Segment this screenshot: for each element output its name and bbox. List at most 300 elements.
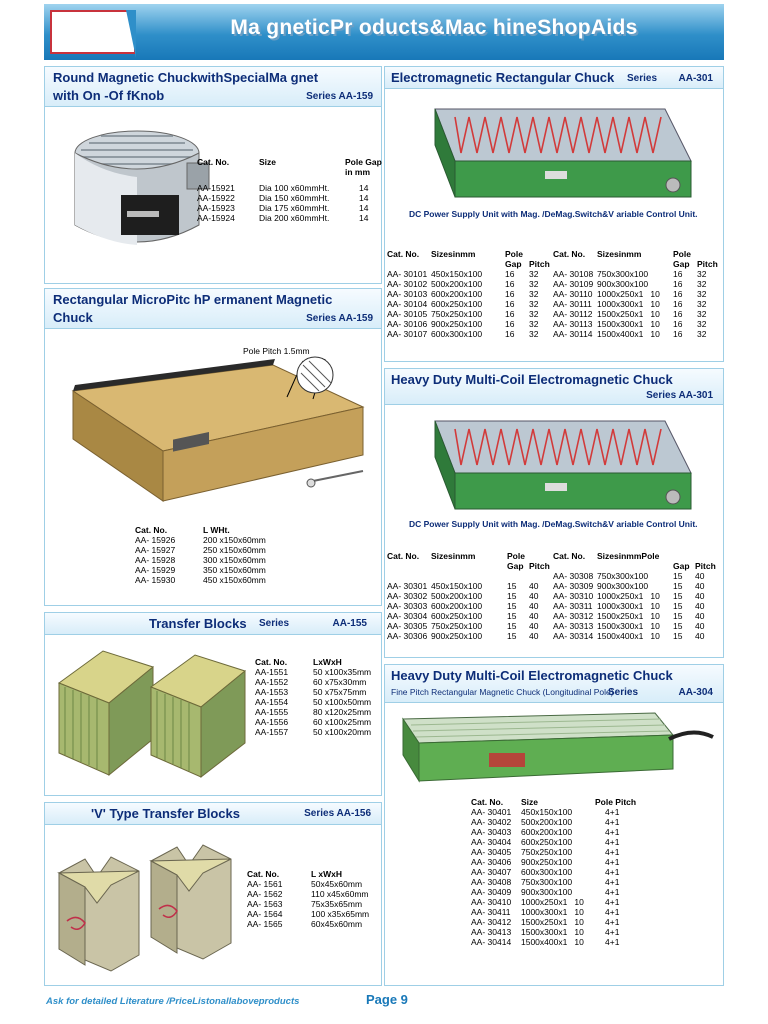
table-row [471, 937, 636, 947]
cell: 4+1 [605, 897, 620, 907]
table-row [387, 581, 550, 591]
cell: 50 x100x50mm [313, 697, 372, 707]
header-pole-gap: Pole Gap [507, 551, 525, 571]
page-title: Ma gneticPr oducts&Mac hineShopAids [230, 16, 638, 39]
em-rect-title-bar [385, 67, 723, 89]
header-cat-no: Cat. No. [387, 551, 420, 561]
cell: AA- 30102 [387, 279, 428, 289]
heavy-304-title: Heavy Duty Multi-Coil Electromagnetic Chuck [391, 668, 673, 683]
header-pole-gap: Pole Gap in mm [345, 157, 382, 177]
cell: 32 [697, 299, 707, 309]
em-rect-series: AA-301 [678, 73, 713, 84]
cell: 600x300x100 [521, 867, 573, 877]
transfer-blocks-image [53, 643, 253, 783]
header-dimensions: LxWxH [313, 657, 342, 667]
table-row [197, 193, 385, 203]
cell: 4+1 [605, 907, 620, 917]
cell: Dia 175 x60mmHt. [259, 203, 330, 213]
cell: 450x150x100 [521, 807, 573, 817]
cell: 32 [529, 279, 539, 289]
table-row [135, 555, 266, 565]
heavy-301-panel [384, 368, 724, 658]
table-row [471, 847, 636, 857]
cell: 600x300x100 [431, 329, 483, 339]
cell: 32 [529, 309, 539, 319]
cell: 750x250x100 [431, 309, 483, 319]
header-size: Sizesinmm [431, 249, 476, 259]
cell: 4+1 [605, 857, 620, 867]
transfer-blocks-table [255, 657, 371, 737]
header-cat-no: Cat. No. [553, 551, 586, 561]
table-row [471, 897, 636, 907]
cell: AA- 30113 [553, 319, 593, 329]
em-rect-subtitle: DC Power Supply Unit with Mag. /DeMag.Switch&V ariable Control Unit. [409, 209, 698, 219]
cell: AA- 30301 [387, 581, 428, 591]
cell: AA- 30304 [387, 611, 428, 621]
cell: AA- 30111 [553, 299, 592, 309]
table-row [255, 667, 371, 677]
cell: 900x250x100 [431, 319, 483, 329]
cell: 32 [697, 309, 707, 319]
cell: 16 [505, 329, 515, 339]
table-row [387, 269, 550, 279]
heavy-304-table [471, 797, 636, 947]
cell: 15 [507, 601, 517, 611]
micropitch-title-line2: Chuck [53, 310, 93, 325]
cell: AA- 30303 [387, 601, 428, 611]
cell: AA- 30302 [387, 591, 428, 601]
v-blocks-panel [44, 802, 382, 986]
cell: 16 [673, 299, 683, 309]
cell: 250 x150x60mm [203, 545, 266, 555]
table-row [471, 887, 636, 897]
cell: AA- 30403 [471, 827, 512, 837]
table-row [387, 289, 550, 299]
cell: 100 x35x65mm [311, 909, 370, 919]
cell: AA- 15926 [135, 535, 176, 545]
cell: 32 [697, 279, 707, 289]
table-row [387, 329, 550, 339]
heavy-301-table-right [553, 551, 716, 641]
cell: 200 x150x60mm [203, 535, 266, 545]
footer-literature-note: Ask for detailed Literature /PriceListonallaboveproducts [46, 996, 300, 1007]
cell: 750x250x100 [431, 621, 483, 631]
table-row [387, 631, 550, 641]
em-rect-table-right [553, 249, 718, 339]
header-cat-no: Cat. No. [197, 157, 230, 167]
cell: 15 [673, 631, 683, 641]
cell: AA- 30412 [471, 917, 512, 927]
table-row [471, 917, 636, 927]
cell: 50 x100x35mm [313, 667, 372, 677]
pole-pitch-callout: Pole Pitch 1.5mm [243, 346, 310, 356]
cell: AA- 30308 [553, 571, 594, 581]
cell: 450 x150x60mm [203, 575, 266, 585]
cell: Dia 150 x60mmHt. [259, 193, 330, 203]
header-size: Sizesinmm [597, 249, 642, 259]
cell: 32 [697, 319, 707, 329]
cell: AA- 30104 [387, 299, 428, 309]
cell: 4+1 [605, 927, 620, 937]
cell: 750x300x100 [597, 269, 649, 279]
em-rect-panel [384, 66, 724, 362]
cell: AA- 1564 [247, 909, 283, 919]
cell: 40 [695, 621, 705, 631]
header-cat-no: Cat. No. [553, 249, 586, 259]
header-dimensions: L xWxH [311, 869, 343, 879]
cell: 900x250x100 [431, 631, 483, 641]
header-pole-gap: Pole Gap [673, 249, 691, 269]
table-row [553, 319, 718, 329]
v-blocks-image [55, 837, 245, 977]
cell: 4+1 [605, 817, 620, 827]
cell: AA- 30312 [553, 611, 594, 621]
cell: 14 [359, 183, 369, 193]
table-row [247, 919, 369, 929]
cell: AA-15921 [197, 183, 235, 193]
cell: 60 x75x30mm [313, 677, 367, 687]
table-row [247, 909, 369, 919]
heavy-301-subtitle: DC Power Supply Unit with Mag. /DeMag.Switch&V ariable Control Unit. [409, 519, 698, 529]
cell: 16 [505, 289, 515, 299]
table-row [197, 183, 385, 193]
cell: AA- 30406 [471, 857, 512, 867]
cell: AA- 30402 [471, 817, 512, 827]
cell: 900x300x100 [521, 887, 573, 897]
header-size: Sizesinmm [431, 551, 476, 561]
round-chuck-panel [44, 66, 382, 284]
cell: 1000x250x1 10 [521, 897, 584, 907]
cell: 1500x300x1 10 [521, 927, 584, 937]
cell: AA- 30410 [471, 897, 512, 907]
cell: 1000x300x1 10 [597, 601, 660, 611]
cell: 1000x250x1 10 [597, 289, 660, 299]
table-row [553, 289, 718, 299]
table-row [387, 309, 550, 319]
cell: AA- 30110 [553, 289, 593, 299]
table-row [471, 827, 636, 837]
cell: 4+1 [605, 867, 620, 877]
cell: 1500x250x1 10 [521, 917, 584, 927]
cell: 16 [505, 279, 515, 289]
table-header [553, 249, 718, 269]
heavy-304-subtitle: Fine Pitch Rectangular Magnetic Chuck (Longitudinal Pole) [391, 687, 614, 697]
cell: 16 [505, 269, 515, 279]
header-gap: Gap [673, 561, 690, 571]
cell: 75x35x65mm [311, 899, 363, 909]
heavy-301-table-left [387, 551, 550, 641]
micropitch-table-header [135, 525, 266, 535]
cell: AA- 15927 [135, 545, 176, 555]
cell: 600x200x100 [521, 827, 573, 837]
cell: AA- 1565 [247, 919, 283, 929]
cell: 4+1 [605, 877, 620, 887]
heavy-301-chuck-image [415, 413, 705, 519]
cell: Dia 100 x60mmHt. [259, 183, 330, 193]
micropitch-panel [44, 288, 382, 606]
cell: 1000x300x1 10 [597, 299, 660, 309]
cell: 40 [529, 591, 539, 601]
table-row [255, 727, 371, 737]
v-blocks-series: Series AA-156 [304, 808, 371, 819]
header-size: Size [521, 797, 539, 807]
table-subheader [553, 561, 716, 571]
cell: 750x300x100 [597, 571, 649, 581]
table-row [255, 677, 371, 687]
cell: AA- 30414 [471, 937, 512, 947]
cell: AA- 1562 [247, 889, 283, 899]
header-size: Size [259, 157, 277, 167]
cell: 1000x250x1 10 [597, 591, 660, 601]
cell: 16 [673, 319, 683, 329]
micropitch-series: Series AA-159 [306, 313, 373, 324]
cell: 32 [697, 269, 707, 279]
cell: AA- 30112 [553, 309, 593, 319]
cell: 16 [673, 279, 683, 289]
cell: AA- 30404 [471, 837, 512, 847]
cell: AA- 30314 [553, 631, 594, 641]
cell: 40 [695, 571, 705, 581]
table-row [553, 299, 718, 309]
page-header [44, 4, 724, 60]
transfer-blocks-panel [44, 612, 382, 796]
heavy-304-title-bar [385, 665, 723, 703]
cell: AA- 30106 [387, 319, 428, 329]
table-row [197, 213, 385, 223]
cell: 900x250x100 [521, 857, 573, 867]
table-header [387, 249, 550, 269]
cell: 60x45x60mm [311, 919, 363, 929]
cell: AA- 30107 [387, 329, 428, 339]
cell: 600x250x100 [431, 611, 483, 621]
table-row [255, 717, 371, 727]
page-number: Page 9 [366, 992, 408, 1007]
cell: 40 [529, 631, 539, 641]
table-row [553, 269, 718, 279]
cell: AA- 30105 [387, 309, 428, 319]
cell: 50 x100x20mm [313, 727, 372, 737]
cell: 50 x75x75mm [313, 687, 367, 697]
cell: 15 [673, 601, 683, 611]
transfer-blocks-series: AA-155 [332, 618, 367, 629]
heavy-301-title: Heavy Duty Multi-Coil Electromagnetic Chuck [391, 372, 673, 387]
cell: 40 [529, 601, 539, 611]
cell: 4+1 [605, 837, 620, 847]
cell: 1500x400x1 10 [521, 937, 584, 947]
cell: 110 x45x60mm [311, 889, 369, 899]
table-row [255, 697, 371, 707]
table-row [255, 687, 371, 697]
micropitch-title-bar [45, 289, 381, 329]
micropitch-chuck-image [63, 351, 373, 511]
cell: 16 [673, 269, 683, 279]
v-blocks-table-header [247, 869, 369, 879]
cell: 600x200x100 [431, 601, 483, 611]
table-row [197, 203, 385, 213]
heavy-304-chuck-image [393, 709, 719, 789]
table-row [135, 565, 266, 575]
table-row [553, 329, 718, 339]
cell: AA- 30109 [553, 279, 594, 289]
table-row [387, 601, 550, 611]
cell: 32 [697, 289, 707, 299]
cell: 14 [359, 193, 369, 203]
cell: 500x200x100 [431, 279, 483, 289]
cell: 32 [529, 299, 539, 309]
cell: 15 [507, 631, 517, 641]
cell: 15 [673, 621, 683, 631]
cell: AA-1554 [255, 697, 289, 707]
cell: 15 [507, 611, 517, 621]
cell: AA-1553 [255, 687, 289, 697]
table-row [553, 631, 716, 641]
header-cat-no: Cat. No. [471, 797, 504, 807]
transfer-blocks-title: Transfer Blocks [149, 616, 247, 631]
cell: 15 [673, 581, 683, 591]
transfer-blocks-title-bar [45, 613, 381, 635]
heavy-304-table-header [471, 797, 636, 807]
cell: 750x250x100 [521, 847, 573, 857]
heavy-304-series-word: Series [608, 687, 639, 698]
cell: 16 [505, 319, 515, 329]
cell: 1500x300x1 10 [597, 621, 660, 631]
cell: AA- 30108 [553, 269, 594, 279]
header-cat-no: Cat. No. [247, 869, 280, 879]
cell: 500x200x100 [521, 817, 573, 827]
v-blocks-table [247, 869, 369, 929]
round-chuck-table [197, 157, 385, 223]
header-cat-no: Cat. No. [387, 249, 420, 259]
cell: 32 [529, 329, 539, 339]
header-pitch: Pitch [695, 561, 716, 571]
round-chuck-title-bar [45, 67, 381, 107]
round-chuck-title-line1: Round Magnetic ChuckwithSpecialMa gnet [53, 70, 319, 85]
cell: AA- 15928 [135, 555, 176, 565]
header-size: SizesinmmPole [597, 551, 660, 561]
cell: 40 [529, 621, 539, 631]
header-pitch: Pitch [697, 259, 718, 269]
header-cat-no: Cat. No. [135, 525, 168, 535]
table-row [135, 535, 266, 545]
table-row [387, 591, 550, 601]
cell: AA- 30407 [471, 867, 512, 877]
v-blocks-title: 'V' Type Transfer Blocks [91, 806, 240, 821]
cell: 16 [505, 299, 515, 309]
cell: 4+1 [605, 827, 620, 837]
cell: 900x300x100 [597, 581, 649, 591]
cell: Dia 200 x60mmHt. [259, 213, 330, 223]
cell: 1500x250x1 10 [597, 309, 660, 319]
cell: AA- 15930 [135, 575, 176, 585]
header-pole-gap: Pole Gap [505, 249, 523, 269]
cell: 32 [529, 319, 539, 329]
cell: AA- 30411 [471, 907, 511, 917]
cell: 40 [695, 611, 705, 621]
cell: 15 [673, 591, 683, 601]
cell: AA- 15929 [135, 565, 176, 575]
cell: 1500x300x1 10 [597, 319, 660, 329]
table-row [387, 621, 550, 631]
heavy-304-panel [384, 664, 724, 986]
table-row [471, 907, 636, 917]
header-pitch: Pitch [529, 259, 550, 269]
cell: 450x150x100 [431, 581, 483, 591]
cell: 40 [695, 631, 705, 641]
cell: 600x250x100 [431, 299, 483, 309]
em-rect-table-left [387, 249, 550, 339]
micropitch-table [135, 525, 266, 585]
cell: AA- 30114 [553, 329, 593, 339]
table-header [387, 551, 550, 571]
table-row [387, 611, 550, 621]
v-blocks-title-bar [45, 803, 381, 825]
cell: 900x300x100 [597, 279, 649, 289]
cell: 4+1 [605, 807, 620, 817]
table-row [553, 309, 718, 319]
cell: 4+1 [605, 917, 620, 927]
cell: 750x300x100 [521, 877, 573, 887]
cell: AA-15922 [197, 193, 235, 203]
cell: 32 [529, 289, 539, 299]
cell: AA- 30310 [553, 591, 594, 601]
cell: 500x200x100 [431, 591, 483, 601]
cell: 4+1 [605, 887, 620, 897]
transfer-blocks-table-header [255, 657, 371, 667]
cell: 1000x300x1 10 [521, 907, 584, 917]
table-row [387, 319, 550, 329]
cell: AA- 30311 [553, 601, 593, 611]
cell: 1500x400x1 10 [597, 631, 660, 641]
table-row [255, 707, 371, 717]
cell: 40 [695, 581, 705, 591]
cell: 16 [505, 309, 515, 319]
cell: AA- 30413 [471, 927, 512, 937]
em-rect-chuck-image [415, 101, 705, 207]
cell: AA- 30306 [387, 631, 428, 641]
table-row [471, 857, 636, 867]
cell: AA- 1563 [247, 899, 283, 909]
cell: AA-15923 [197, 203, 235, 213]
cell: 50x45x60mm [311, 879, 363, 889]
cell: AA- 30409 [471, 887, 512, 897]
table-row [387, 279, 550, 289]
cell: AA- 30101 [387, 269, 428, 279]
cell: AA-15924 [197, 213, 235, 223]
transfer-blocks-series-word: Series [259, 618, 290, 629]
cell: AA-1552 [255, 677, 289, 687]
micropitch-title-line1: Rectangular MicroPitc hP ermanent Magnetic [53, 292, 333, 307]
cell: 32 [529, 269, 539, 279]
cell: 15 [673, 611, 683, 621]
table-row [387, 299, 550, 309]
table-row [471, 817, 636, 827]
heavy-301-title-bar [385, 369, 723, 405]
table-row [553, 611, 716, 621]
cell: 600x250x100 [521, 837, 573, 847]
cell: AA- 30408 [471, 877, 512, 887]
header-dimensions: L WHt. [203, 525, 230, 535]
round-chuck-title-line2: with On -Of fKnob [53, 88, 165, 103]
header-pitch: Pitch [529, 561, 550, 571]
cell: AA- 30305 [387, 621, 428, 631]
header-pole-pitch: Pole Pitch [595, 797, 637, 807]
cell: 4+1 [605, 847, 620, 857]
round-chuck-series: Series AA-159 [306, 91, 373, 102]
cell: AA-1557 [255, 727, 289, 737]
table-row [247, 879, 369, 889]
cell: 1500x400x1 10 [597, 329, 660, 339]
table-row [471, 927, 636, 937]
